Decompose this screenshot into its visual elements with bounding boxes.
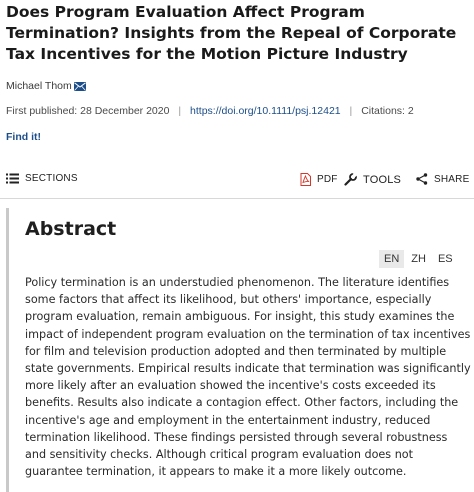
language-option-zh[interactable]: ZH [411,253,426,265]
abstract-section [6,208,474,492]
citations-count[interactable]: Citations: 2 [361,105,414,117]
language-switcher [379,250,460,268]
toolbar-divider [0,198,474,199]
find-it-link[interactable]: Find it! [6,131,41,143]
share-button[interactable] [416,173,469,185]
author-name[interactable]: Michael Thom [6,80,72,92]
language-option-en[interactable]: EN [379,250,404,268]
meta-separator: | [349,105,353,117]
sections-label: SECTIONS [25,173,78,184]
first-published-date: 28 December 2020 [80,105,170,117]
language-option-es[interactable]: ES [437,253,453,265]
wrench-icon [344,173,357,186]
article-title: Does Program Evaluation Affect Program Termination? Insights from the Repeal of Corporate Tax Incentives for the Motion Picture Industry [6,3,457,63]
abstract-heading: Abstract [25,218,117,240]
tools-button[interactable] [344,173,401,186]
first-published-label: First published: [6,105,78,117]
pdf-button[interactable] [300,173,338,186]
pdf-label: PDF [317,174,338,185]
email-icon[interactable] [74,82,86,91]
publication-meta [6,105,414,117]
share-label: SHARE [434,173,470,185]
pdf-icon [300,173,311,186]
share-icon [416,173,428,185]
article-toolbar [0,164,474,198]
sections-button[interactable] [6,173,78,184]
author-line [6,80,86,92]
abstract-body: Policy termination is an understudied phenomenon. The literature identifies some factors that affect its likelihood, but others' importance, especially program evaluation, remain ambiguous. For insight, this study examines the impact of independent program evaluation on the termination of tax incentives for film and television production adopted and then terminated by multiple state governments. Empirical results indicate that termination was significantly more likely after an evaluation showed the incentive's costs exceeded its benefits. Results also indicate a contagion effect. Other factors, including the incentive's age and employment in the entertainment industry, reduced termination likelihood. These findings persisted through several robustness and sensitivity checks. Although critical program evaluation does not guarantee termination, it appears to make it a more likely outcome. [25,276,471,479]
list-icon [6,173,19,184]
meta-separator: | [178,105,182,117]
tools-label: TOOLS [363,173,402,186]
doi-link[interactable]: https://doi.org/10.1111/psj.12421 [190,105,341,117]
